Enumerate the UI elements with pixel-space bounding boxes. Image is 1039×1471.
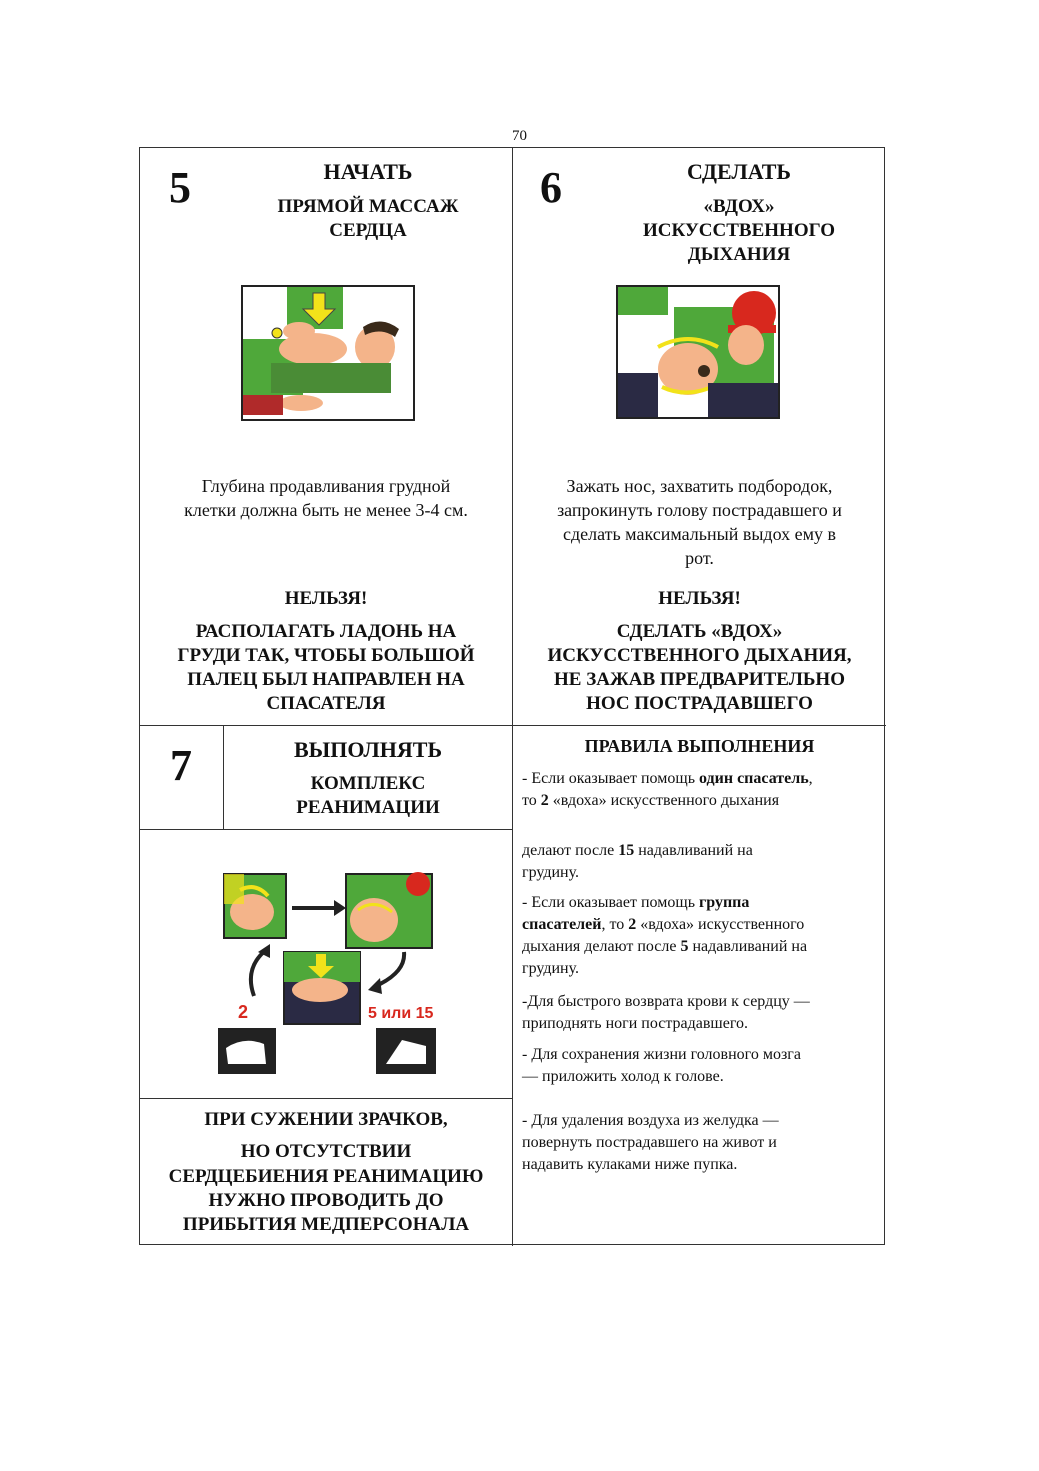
rule-3-line-2: приподнять ноги пострадавшего. bbox=[522, 1015, 748, 1032]
step7-note-line-1: ПРИ СУЖЕНИИ ЗРАЧКОВ, bbox=[204, 1109, 448, 1130]
step6-subtitle-3: ДЫХАНИЯ bbox=[687, 244, 791, 265]
page-number: 70 bbox=[512, 128, 527, 144]
rule-2-line-3: дыхания делают после 5 надавливаний на bbox=[522, 938, 808, 955]
step6-text-1: Зажать нос, захватить подбородок, bbox=[566, 476, 833, 496]
step6-subtitle-1: «ВДОХ» bbox=[703, 196, 775, 217]
step6-warning-line-1: СДЕЛАТЬ «ВДОХ» bbox=[616, 621, 783, 642]
rule-1-line-2: то 2 «вдоха» искусственного дыхания bbox=[522, 792, 780, 809]
step7-note-line-5: ПРИБЫТИЯ МЕДПЕРСОНАЛА bbox=[182, 1214, 470, 1235]
step5-number: 5 bbox=[169, 163, 191, 212]
rule-4-line-1: - Для сохранения жизни головного мозга bbox=[522, 1046, 801, 1063]
label-two-breaths: 2 bbox=[238, 1002, 249, 1022]
step6-text-3: сделать максимальный выдох ему в bbox=[562, 524, 837, 544]
step6-text-4: рот. bbox=[685, 548, 714, 568]
step6-warning-line-4: НОС ПОСТРАДАВШЕГО bbox=[586, 693, 813, 714]
label-five-or-fifteen: 5 или 15 bbox=[368, 1005, 434, 1022]
rule-1-line-3: делают после 15 надавливаний на bbox=[522, 842, 753, 859]
step5-warning-heading: НЕЛЬЗЯ! bbox=[284, 588, 368, 609]
step6-cell bbox=[513, 148, 886, 725]
rule-5-line-1: - Для удаления воздуха из желудка — bbox=[522, 1112, 779, 1129]
rule-2-line-4: грудину. bbox=[522, 960, 580, 977]
divider-vertical-bottom bbox=[512, 725, 513, 1246]
chest-compression-illustration bbox=[241, 285, 415, 421]
step5-title: НАЧАТЬ bbox=[323, 159, 413, 184]
divider-step7-header bbox=[140, 829, 513, 830]
step6-warning-line-3: НЕ ЗАЖАВ ПРЕДВАРИТЕЛЬНО bbox=[554, 669, 845, 690]
rule-5-line-2: повернуть пострадавшего на живот и bbox=[522, 1134, 777, 1151]
step6-text-2: запрокинуть голову пострадавшего и bbox=[557, 500, 842, 520]
step5-warning-line-2: ГРУДИ ТАК, ЧТОБЫ БОЛЬШОЙ bbox=[177, 645, 475, 666]
step6-number: 6 bbox=[540, 163, 562, 212]
rule-1-line-1: - Если оказывает помощь один спасатель, bbox=[522, 770, 813, 787]
instruction-table bbox=[139, 147, 885, 1245]
rules-heading: ПРАВИЛА ВЫПОЛНЕНИЯ bbox=[584, 736, 815, 756]
step5-subtitle-1: ПРЯМОЙ МАССАЖ bbox=[277, 196, 459, 217]
resuscitation-cycle-illustration bbox=[216, 868, 442, 1074]
step5-text-2: клетки должна быть не менее 3-4 см. bbox=[184, 500, 468, 520]
step5-warning-line-1: РАСПОЛАГАТЬ ЛАДОНЬ НА bbox=[195, 621, 457, 642]
step7-subtitle-2: РЕАНИМАЦИИ bbox=[296, 797, 440, 818]
rescue-breath-illustration bbox=[616, 285, 780, 419]
rule-2-line-2: спасателей, то 2 «вдоха» искусственного bbox=[522, 916, 805, 933]
rule-3-line-1: -Для быстрого возврата крови к сердцу — bbox=[522, 993, 810, 1010]
step6-subtitle-2: ИСКУССТВЕННОГО bbox=[642, 220, 836, 241]
step6-warning-line-2: ИСКУССТВЕННОГО ДЫХАНИЯ, bbox=[547, 645, 852, 666]
step5-warning-line-3: ПАЛЕЦ БЫЛ НАПРАВЛЕН НА bbox=[187, 669, 465, 690]
step5-text-1: Глубина продавливания грудной bbox=[201, 476, 451, 496]
rule-2-line-1: - Если оказывает помощь группа bbox=[522, 894, 750, 911]
step5-cell bbox=[140, 148, 512, 725]
step6-title: СДЕЛАТЬ bbox=[687, 159, 791, 184]
step5-subtitle-2: СЕРДЦА bbox=[329, 220, 407, 241]
divider-horizontal-middle bbox=[140, 725, 886, 726]
step7-note-line-2: НО ОТСУТСТВИИ bbox=[240, 1141, 412, 1162]
rule-4-line-2: — приложить холод к голове. bbox=[522, 1068, 724, 1085]
step7-note-line-4: НУЖНО ПРОВОДИТЬ ДО bbox=[208, 1190, 444, 1211]
step7-number: 7 bbox=[170, 741, 192, 790]
rule-5-line-3: надавить кулаками ниже пупка. bbox=[522, 1156, 738, 1173]
step7-title: ВЫПОЛНЯТЬ bbox=[293, 737, 443, 762]
step7-note-line-3: СЕРДЦЕБИЕНИЯ РЕАНИМАЦИЮ bbox=[168, 1166, 484, 1187]
step6-warning-heading: НЕЛЬЗЯ! bbox=[658, 588, 741, 609]
step5-warning-line-4: СПАСАТЕЛЯ bbox=[266, 693, 386, 714]
divider-step7-note bbox=[140, 1098, 513, 1099]
step7-subtitle-1: КОМПЛЕКС bbox=[310, 773, 426, 794]
rule-1-line-4: грудину. bbox=[522, 864, 580, 881]
